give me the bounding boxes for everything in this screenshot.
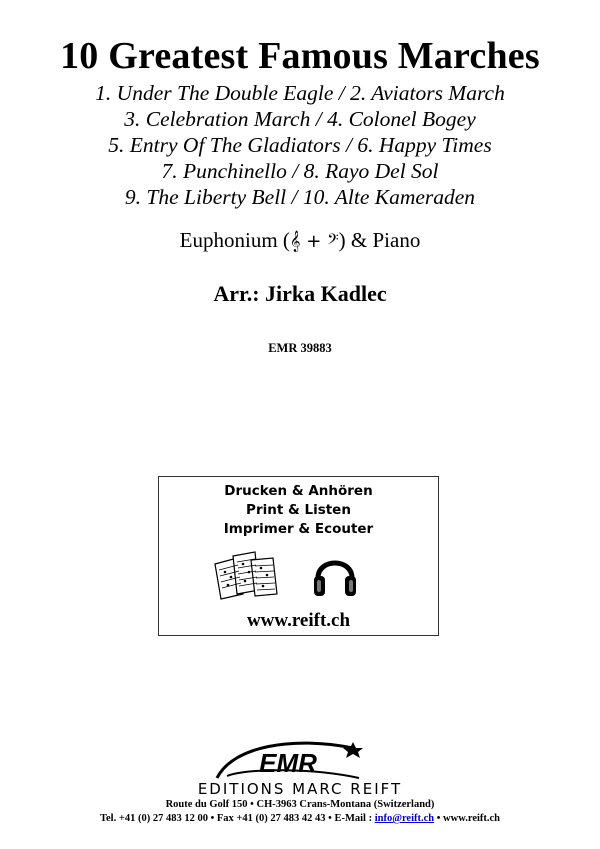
sheet-music-icon — [211, 550, 281, 600]
march-list-line: 3. Celebration March / 4. Colonel Bogey — [124, 107, 476, 131]
plus-sign: + — [300, 231, 328, 252]
publisher-contact — [0, 813, 600, 824]
march-list-line: 1. Under The Double Eagle / 2. Aviators March — [95, 81, 505, 105]
instrumentation — [0, 228, 600, 253]
print-listen-box[interactable] — [158, 476, 439, 636]
march-list-line: 9. The Liberty Bell / 10. Alte Kameraden — [124, 185, 476, 209]
logo-wordmark: EMR — [259, 748, 317, 778]
march-list-line: 5. Entry Of The Gladiators / 6. Happy Times — [108, 133, 492, 157]
promo-line-german: Drucken & Anhören — [224, 483, 373, 499]
treble-clef-icon: 𝄞 — [289, 231, 301, 252]
headphones-icon — [312, 548, 358, 600]
bass-clef-icon: 𝄢 — [327, 231, 339, 252]
publisher-name: EDITIONS MARC REIFT — [197, 780, 403, 798]
march-list-line: 7. Punchinello / 8. Rayo Del Sol — [161, 159, 439, 183]
emr-logo — [203, 738, 373, 786]
page-title: 10 Greatest Famous Marches — [60, 35, 540, 77]
contact-website[interactable]: • www.reift.ch — [434, 813, 501, 824]
promo-url-link[interactable]: www.reift.ch — [246, 610, 351, 631]
instrumentation-suffix: ) & Piano — [338, 228, 421, 252]
catalog-number: EMR 39883 — [268, 341, 332, 355]
march-list — [0, 80, 600, 210]
email-link[interactable]: info@reift.ch — [374, 813, 435, 824]
promo-line-english: Print & Listen — [246, 502, 351, 518]
instrumentation-prefix: Euphonium ( — [179, 228, 290, 252]
promo-line-french: Imprimer & Ecouter — [223, 521, 374, 537]
arranger: Arr.: Jirka Kadlec — [213, 281, 387, 306]
contact-phone-fax: Tel. +41 (0) 27 483 12 00 • Fax +41 (0) 27 483 42 43 • E-Mail : — [99, 813, 375, 824]
publisher-address: Route du Golf 150 • CH-3963 Crans-Montana (Switzerland) — [165, 799, 435, 810]
